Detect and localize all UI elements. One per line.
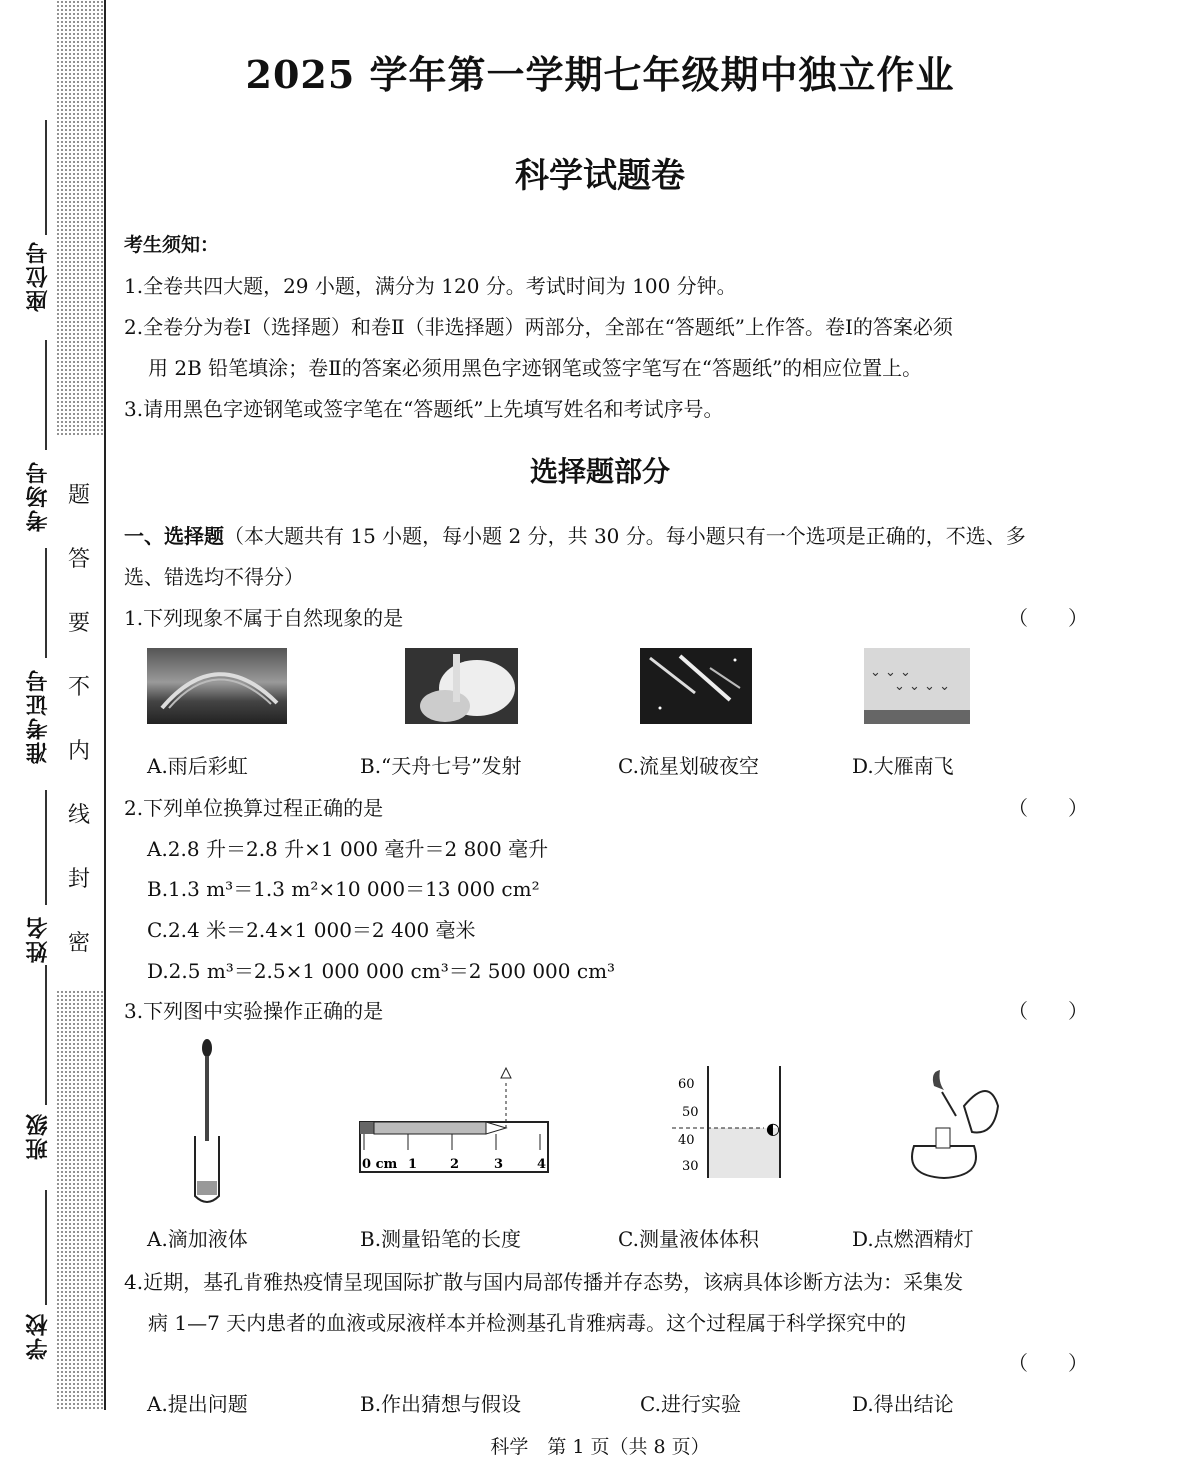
notice-item: 3.请用黑色字迹钢笔或签字笔在“答题纸”上先填写姓名和考试序号。 [124,397,724,421]
answer-paren: （ ） [1008,606,1088,630]
seat-number-label: 座位号 [25,240,51,312]
svg-text:⌄ ⌄ ⌄ ⌄: ⌄ ⌄ ⌄ ⌄ [894,679,950,694]
seal-char: 答 [68,547,91,572]
option-a: A.2.8 升＝2.8 升×1 000 毫升＝2 800 毫升 [147,837,549,861]
admission-number-label: 准考证号 [25,668,51,764]
question-stem: 4.近期，基孔肯雅热疫情呈现国际扩散与国内局部传播并存态势，该病具体诊断方法为：采集发 [124,1270,964,1294]
cylinder-tick-30: 30 [682,1159,699,1174]
option-b: B.作出猜想与假设 [360,1392,522,1416]
alcohol-lamp-diagram [894,1066,1006,1182]
option-c: C.测量液体体积 [618,1227,759,1251]
part1-label: 一、选择题 [124,524,224,548]
seal-char: 密 [68,931,91,956]
exam-room-line [45,340,47,450]
notice-heading: 考生须知： [124,234,220,256]
answer-paren: （ ） [1008,796,1088,820]
question-stem: 2.下列单位换算过程正确的是 [124,796,384,820]
ruler-tick-0: 0 cm [362,1157,398,1172]
ruler-tick-4: 4 [537,1157,547,1172]
seal-char: 不 [68,675,91,700]
option-a: A.滴加液体 [147,1227,248,1251]
rainbow-photo [147,648,287,724]
option-c: C.流星划破夜空 [618,754,759,778]
svg-text:◐: ◐ [766,1119,780,1138]
question-stem-cont: 病 1—7 天内患者的血液或尿液样本并检测基孔肯雅病毒。这个过程属于科学探究中的 [148,1311,907,1335]
answer-paren: （ ） [1008,1351,1088,1375]
class-line [45,965,47,1105]
cylinder-tick-40: 40 [678,1133,695,1148]
option-b: B.“天舟七号”发射 [360,754,522,778]
section-title: 选择题部分 [529,455,670,488]
seal-char: 内 [68,739,91,764]
option-c: C.2.4 米＝2.4×1 000＝2 400 毫米 [147,918,476,942]
answer-paren: （ ） [1008,999,1088,1023]
option-d: D.大雁南飞 [852,754,954,778]
page-title: 2025 学年第一学期七年级期中独立作业 [245,52,955,97]
ruler-tick-2: 2 [450,1157,460,1172]
name-line [45,790,47,905]
dotted-strip-bottom [56,990,106,1410]
part1-desc: （本大题共有 15 小题，每小题 2 分，共 30 分。每小题只有一个选项是正确的，不选、多 [224,524,1026,548]
seal-char: 线 [68,803,91,828]
seal-char: 要 [68,611,91,636]
option-b: B.测量铅笔的长度 [360,1227,522,1251]
binding-margin [0,0,110,1474]
notice-item: 用 2B 铅笔填涂；卷Ⅱ的答案必须用黑色字迹钢笔或签字笔写在“答题纸”的相应位置上。 [148,356,923,380]
admission-number-line [45,548,47,658]
option-a: A.雨后彩虹 [147,754,248,778]
ruler-tick-3: 3 [494,1157,504,1172]
wild-geese-photo [864,648,970,724]
option-d: D.点燃酒精灯 [852,1227,974,1251]
subject-title: 科学试题卷 [515,156,685,196]
option-a: A.提出问题 [147,1392,248,1416]
class-label: 班级 [25,1112,51,1160]
school-line [45,1190,47,1305]
part1-desc-cont: 选、错选均不得分） [124,565,304,589]
seal-char: 封 [68,867,91,892]
ruler-pencil-diagram [356,1060,552,1176]
question-stem: 3.下列图中实验操作正确的是 [124,999,384,1023]
option-d: D.2.5 m³＝2.5×1 000 000 cm³＝2 500 000 cm³ [147,959,616,983]
dropper-test-tube-diagram [180,1036,240,1208]
notice-item: 2.全卷分为卷Ⅰ（选择题）和卷Ⅱ（非选择题）两部分，全部在“答题纸”上作答。卷Ⅰ的答案必须 [124,315,953,339]
part1-heading [124,520,1026,549]
notice-item: 1.全卷共四大题，29 小题，满分为 120 分。考试时间为 100 分钟。 [124,274,737,298]
margin-border-line [104,0,106,1410]
name-label: 姓名 [25,915,51,963]
seal-char: 题 [68,483,91,508]
exam-room-label: 考场号 [25,460,51,532]
page-footer: 科学 第 1 页（共 8 页） [490,1436,710,1458]
ruler-tick-1: 1 [408,1157,418,1172]
option-d: D.得出结论 [852,1392,954,1416]
cylinder-tick-50: 50 [682,1105,699,1120]
cylinder-tick-60: 60 [678,1077,695,1092]
question-stem: 1.下列现象不属于自然现象的是 [124,606,404,630]
svg-text:⌄ ⌄ ⌄: ⌄ ⌄ ⌄ [870,665,911,680]
option-c: C.进行实验 [640,1392,741,1416]
graduated-cylinder-diagram [668,1062,788,1182]
option-b: B.1.3 m³＝1.3 m²×10 000＝13 000 cm² [147,877,540,901]
school-label: 学校 [25,1312,51,1360]
rocket-launch-photo [405,648,518,724]
meteor-photo [640,648,752,724]
